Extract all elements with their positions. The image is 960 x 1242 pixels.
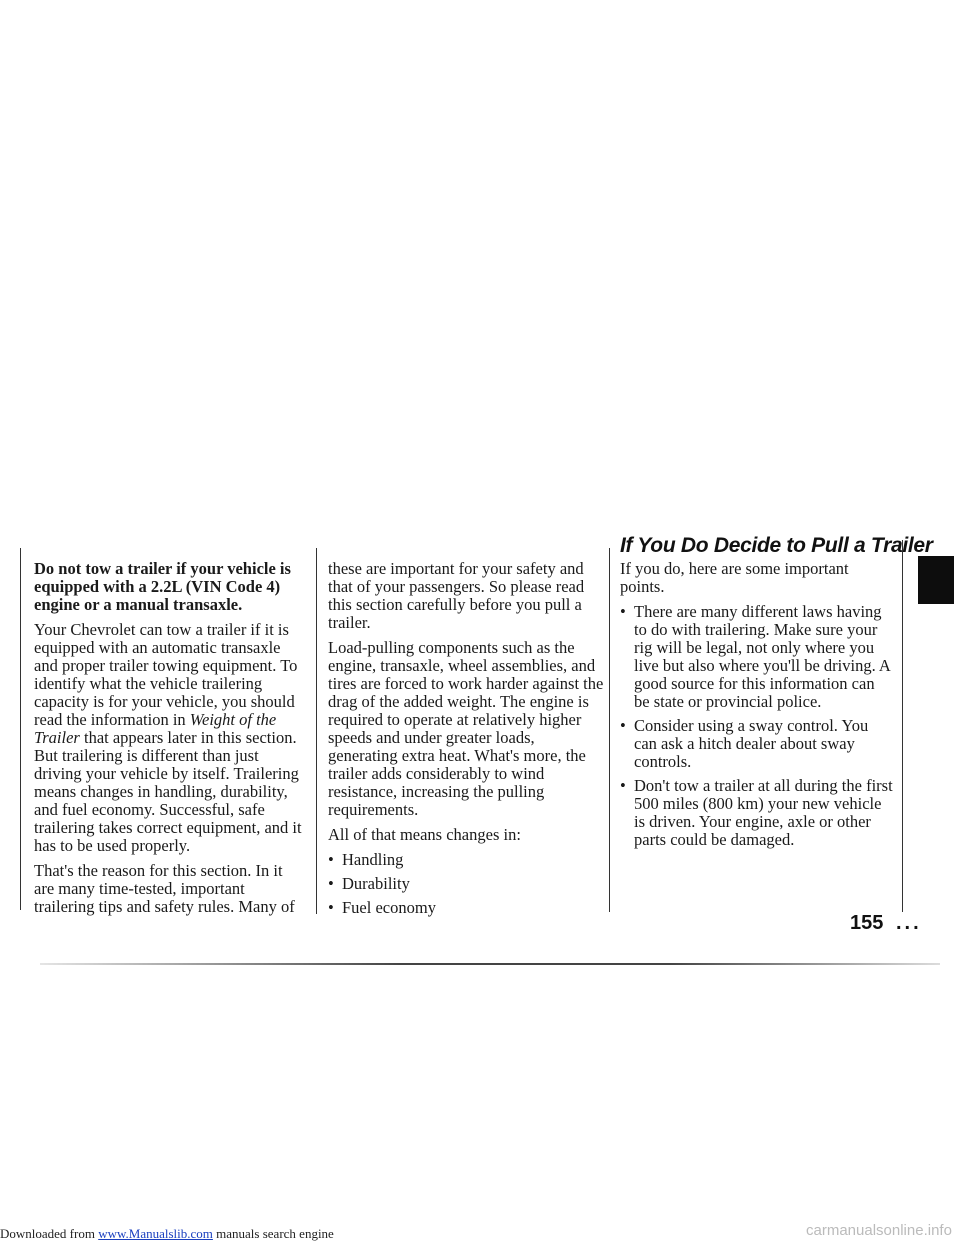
page-continuation-dots: ... (896, 912, 922, 934)
changes-list (328, 851, 604, 917)
load-paragraph: Load-pulling components such as the engine, transaxle, wheel assemblies, and tires are forced to work harder against the drag of the added weight. The engine is required to operate at relatively higher speeds and under greater loads, generating extra heat. What's more, the trailer adds considerably to wind resistance, increasing the pulling requirements. (328, 638, 604, 819)
points-intro: If you do, here are some important points. (620, 559, 849, 596)
list-item: • Durability (328, 875, 604, 893)
tow-warning: Do not tow a trailer if your vehicle is equipped with a 2.2L (VIN Code 4) engine or a manual transaxle. (34, 559, 291, 614)
section-heading: If You Do Decide to Pull a Trailer (620, 534, 933, 557)
list-item: • There are many different laws having to do with trailering. Make sure your rig will be legal, not only where you live but also where you'll be driving. A good source for this information can be state or provincial police. (620, 603, 894, 711)
section-tab-marker (918, 556, 954, 604)
list-item: • Handling (328, 851, 604, 869)
column-3 (620, 560, 894, 855)
points-list (620, 603, 894, 849)
site-watermark: carmanualsonline.info (806, 1222, 952, 1239)
column-rule-far-right (902, 540, 903, 912)
weight-of-trailer-reference: Weight of the Trailer (34, 710, 277, 747)
column-rule-right (609, 548, 610, 912)
column-rule-middle (316, 548, 317, 914)
list-item: • Fuel economy (328, 899, 604, 917)
page-number: 155 (850, 912, 884, 934)
column-rule-left (20, 548, 21, 910)
list-item: • Consider using a sway control. You can ask a hitch dealer about sway controls. (620, 717, 894, 771)
list-item: • Don't tow a trailer at all during the first 500 miles (800 km) your new vehicle is driven. Your engine, axle or other parts could be damaged. (620, 777, 894, 849)
column-1 (34, 560, 306, 923)
changes-intro: All of that means changes in: (328, 825, 521, 844)
bottom-rule (40, 963, 940, 965)
reason-paragraph: That's the reason for this section. In it are many time-tested, important trailering tips and safety rules. Many of (34, 861, 295, 916)
manualslib-link[interactable]: www.Manualslib.com (98, 1226, 213, 1241)
safety-paragraph: these are important for your safety and that of your passengers. So please read this section carefully before you pull a trailer. (328, 559, 585, 632)
download-footer: Downloaded from www.Manualslib.com manuals search engine (0, 1226, 334, 1241)
column-2 (328, 560, 604, 923)
intro-paragraph: Your Chevrolet can tow a trailer if it is equipped with an automatic transaxle and proper trailer towing equipment. To identify what the vehicle trailering capacity is for your vehicle, you should read the information in Weight of the Trailer that appears later in this section. But trailering is different than just driving your vehicle by itself. Trailering means changes in handling, durability, and fuel economy. Successful, safe trailering takes correct equipment, and it has to be used properly. (34, 620, 302, 855)
